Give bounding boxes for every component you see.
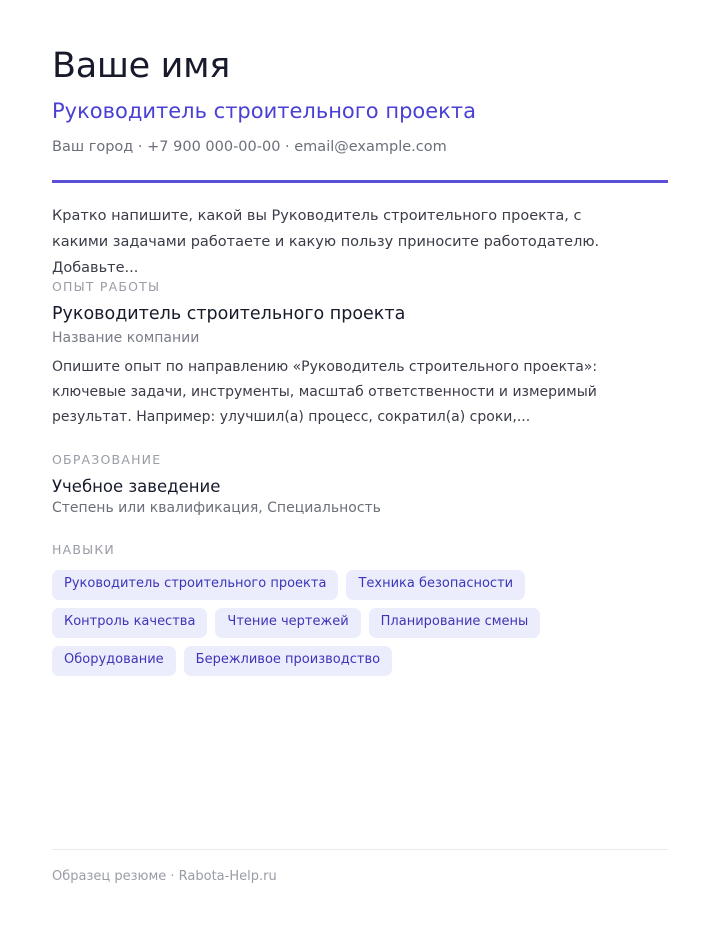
- skill-chip: Оборудование: [52, 646, 176, 676]
- education-degree: Степень или квалификация, Специальность: [52, 500, 381, 516]
- summary-text: Кратко напишите, какой вы Руководитель строительного проекта, с какими задачами работаете и какую пользу приносите работодателю. Добавьте...: [52, 208, 600, 276]
- header-divider: [52, 180, 668, 183]
- skill-chip: Планирование смены: [369, 608, 541, 638]
- company-name: Название компании: [52, 330, 200, 346]
- job-description: Опишите опыт по направлению «Руководитель строительного проекта»: ключевые задачи, инструменты, масштаб ответственности и измеримый результат. Например: улучшил(а) процесс, сократил(а) сроки,...: [52, 359, 598, 425]
- candidate-name: Ваше имя: [52, 46, 230, 86]
- section-title-skills: НАВЫКИ: [52, 542, 115, 557]
- skill-chip: Чтение чертежей: [215, 608, 360, 638]
- skills-list: [52, 570, 668, 676]
- education-institution: Учебное заведение: [52, 477, 221, 496]
- job-title: Руководитель строительного проекта: [52, 304, 406, 324]
- section-title-experience: ОПЫТ РАБОТЫ: [52, 279, 161, 294]
- footer-text: Образец резюме · Rabota-Help.ru: [52, 869, 277, 884]
- footer-divider: [52, 849, 668, 850]
- skill-chip: Бережливое производство: [184, 646, 392, 676]
- skill-chip: Руководитель строительного проекта: [52, 570, 338, 600]
- section-title-education: ОБРАЗОВАНИЕ: [52, 452, 162, 467]
- skill-chip: Техника безопасности: [346, 570, 525, 600]
- candidate-role: Руководитель строительного проекта: [52, 99, 476, 123]
- skill-chip: Контроль качества: [52, 608, 207, 638]
- contact-line: Ваш город · +7 900 000-00-00 · email@example.com: [52, 139, 447, 155]
